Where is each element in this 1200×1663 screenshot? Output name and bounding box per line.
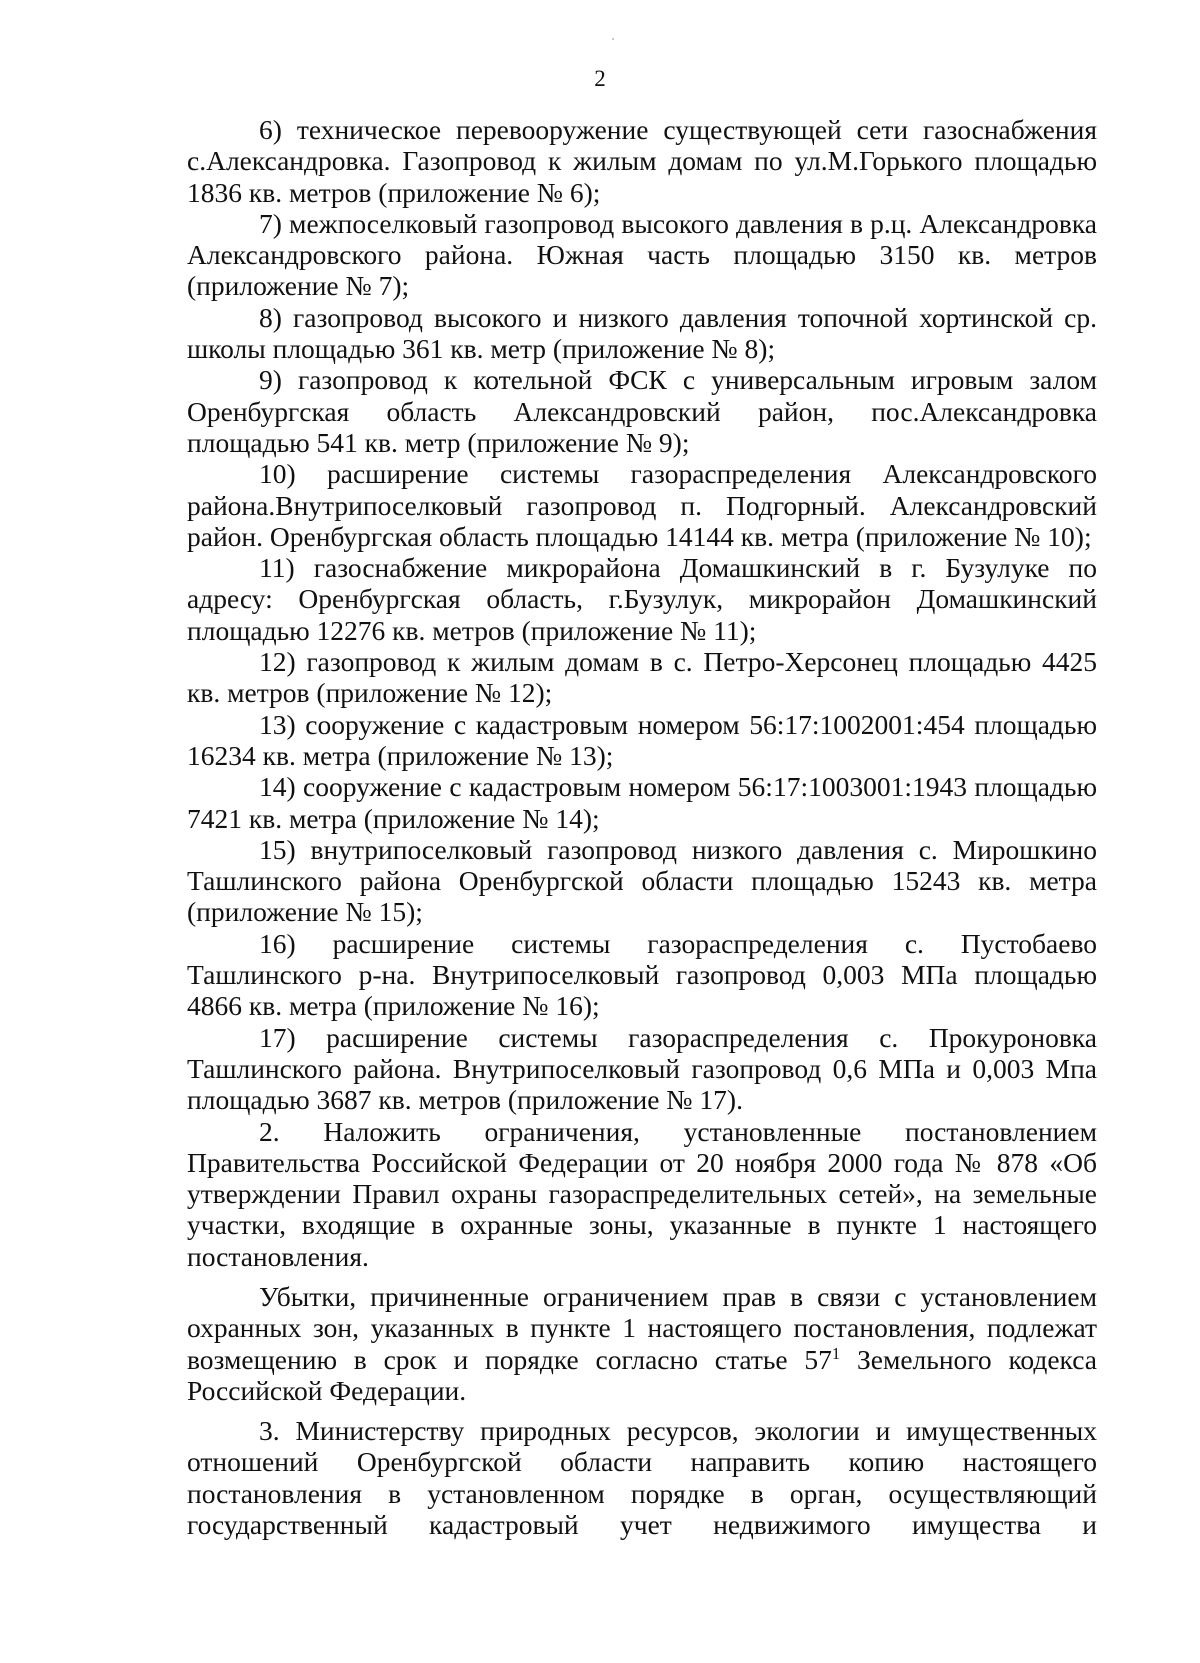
clause-3: 3. Министерству природных ресурсов, экологии и имущественных отношений Оренбургской области направить копию настоящего постановления в установленном порядке в орган, осуществляющий государственный кадастровый учет недвижимого имущества и (187, 1415, 1097, 1541)
damages-text-before: Убытки, причиненные ограничением прав в связи с установлением охранных зон, указанных в пункте 1 настоящего постановления, подлежат возмещению в срок и порядке согласно статье 57 (187, 1280, 1097, 1375)
scan-speck (612, 38, 614, 40)
article-superscript: 1 (831, 1343, 841, 1363)
clause-2: 2. Наложить ограничения, установленные постановлением Правительства Российской Федерации от 20 ноября 2000 года № 878 «Об утверждении Правил охраны газораспределительных сетей», на земельные участки, входящие в охранные зоны, указанные в пункте 1 настоящего постановления. (187, 1115, 1097, 1272)
list-item-16: 16) расширение системы газораспределения с. Пустобаево Ташлинского р-на. Внутрипоселковый газопровод 0,003 МПа площадью 4866 кв. метра (приложение № 16); (187, 927, 1097, 1022)
list-item-8: 8) газопровод высокого и низкого давления топочной хортинской ср. школы площадью 361 кв. метр (приложение № 8); (187, 301, 1097, 365)
list-item-17: 17) расширение системы газораспределения с. Прокуроновка Ташлинского района. Внутрипоселковый газопровод 0,6 МПа и 0,003 Мпа площадью 3687 кв. метров (приложение № 17). (187, 1021, 1097, 1116)
list-item-13: 13) сооружение с кадастровым номером 56:17:1002001:454 площадью 16234 кв. метра (приложение № 13); (187, 708, 1097, 771)
page-number: 2 (594, 66, 606, 91)
list-item-10: 10) расширение системы газораспределения Александровского района.Внутрипоселковый газопровод п. Подгорный. Александровский район. Оренбургская область площадью 14144 кв. метра (приложение № 10); (187, 458, 1097, 552)
list-item-7: 7) межпоселковый газопровод высокого давления в р.ц. Александровка Александровского района. Южная часть площадью 3150 кв. метров (приложение № 7); (187, 207, 1097, 302)
list-item-12: 12) газопровод к жилым домам в с. Петро-Херсонец площадью 4425 кв. метров (приложение № 12); (187, 646, 1097, 709)
list-item-9: 9) газопровод к котельной ФСК с универсальным игровым залом Оренбургская область Александровский район, пос.Александровка площадью 541 кв. метр (приложение № 9); (187, 364, 1097, 458)
document-body (187, 114, 1097, 1540)
list-item-14: 14) сооружение с кадастровым номером 56:17:1003001:1943 площадью 7421 кв. метра (приложение № 14); (187, 771, 1097, 834)
list-item-11: 11) газоснабжение микрорайона Домашкинский в г. Бузулуке по адресу: Оренбургская область, г.Бузулук, микрорайон Домашкинский площадью 12276 кв. метров (приложение № 11); (187, 552, 1097, 646)
damages-paragraph (187, 1281, 1097, 1406)
list-item-6: 6) техническое перевооружение существующей сети газоснабжения с.Александровка. Газопровод к жилым домам по ул.М.Горького площадью 1836 кв. метров (приложение № 6); (187, 114, 1097, 208)
damages-text-after: Земельного кодекса Российской Федерации. (187, 1343, 1097, 1406)
list-item-15: 15) внутрипоселковый газопровод низкого давления с. Мирошкино Ташлинского района Оренбургской области площадью 15243 кв. метра (приложение № 15); (187, 833, 1097, 928)
